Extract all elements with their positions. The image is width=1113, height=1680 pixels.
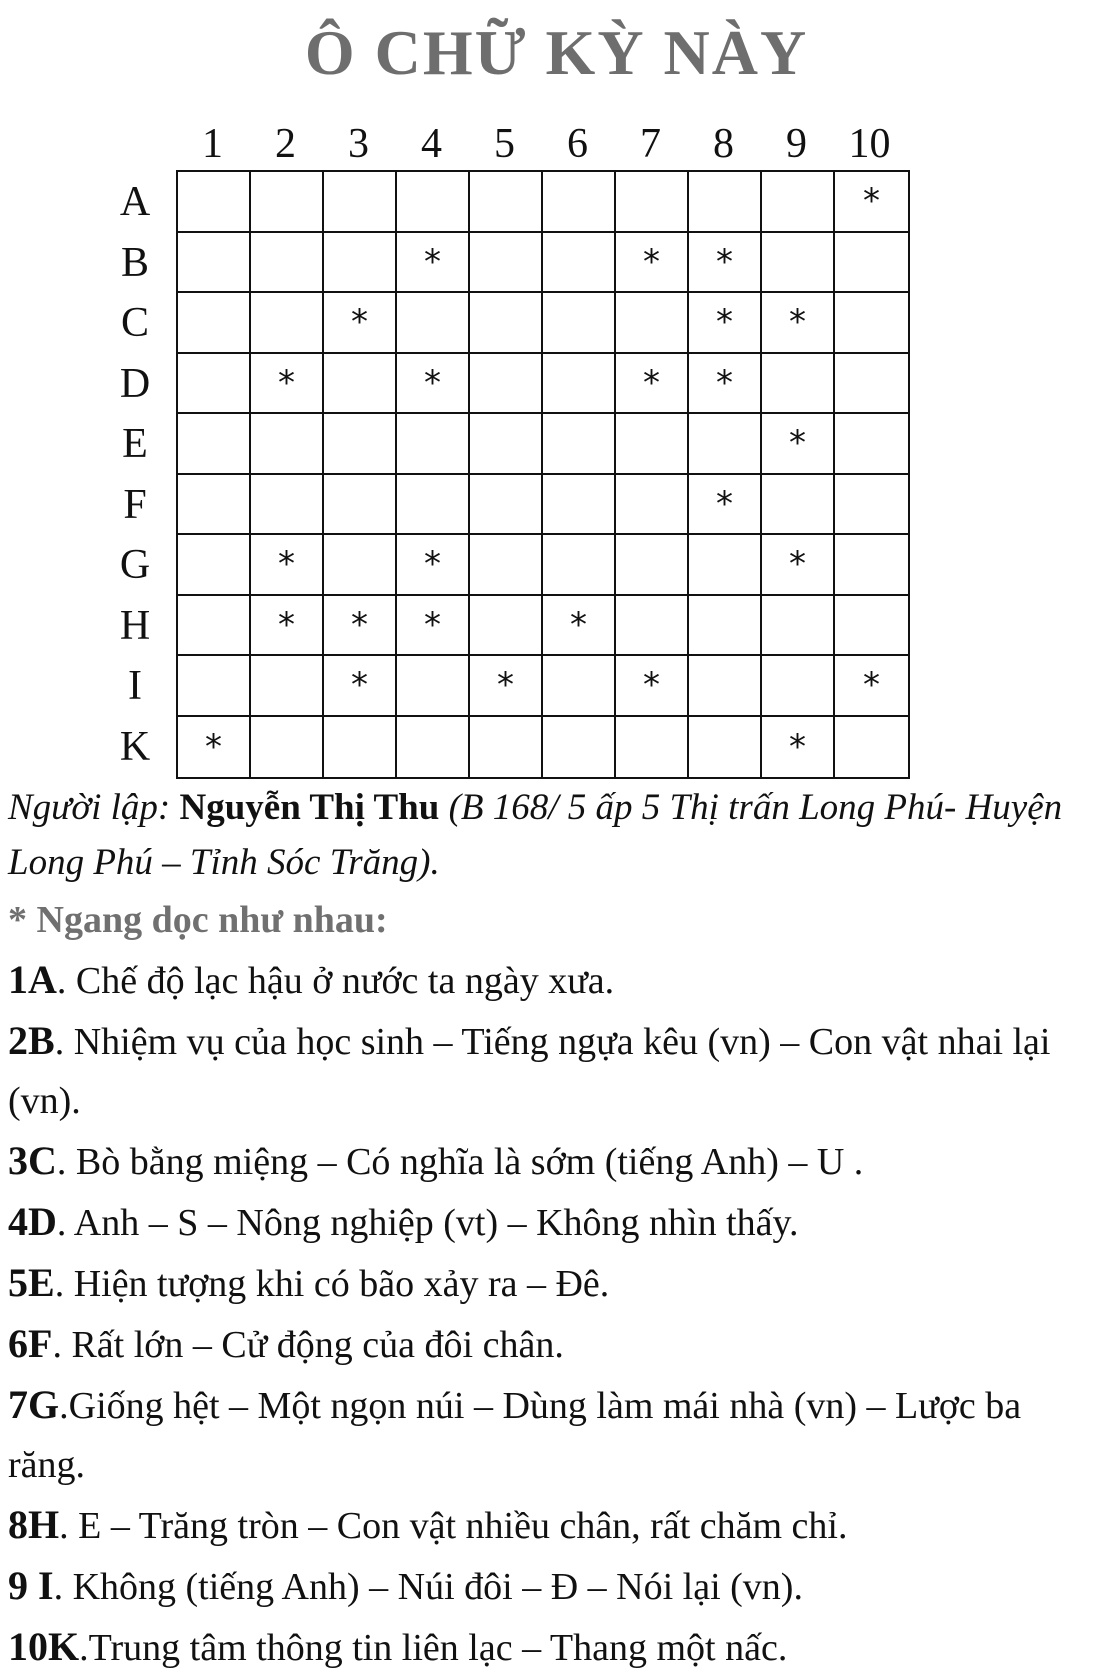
grid-cell — [178, 656, 251, 717]
row-label: E — [122, 421, 148, 467]
grid-cell — [397, 172, 470, 233]
grid-cell — [689, 172, 762, 233]
grid-cell — [178, 535, 251, 596]
grid-cell-black: * — [762, 717, 835, 778]
grid-cell-black: * — [616, 354, 689, 415]
grid-cell — [835, 475, 908, 536]
grid-cell — [616, 596, 689, 657]
clue-item — [8, 950, 1106, 1011]
grid-cell — [324, 535, 397, 596]
clue-text: .Trung tâm thông tin liên lạc – Thang một nấc. — [79, 1627, 788, 1669]
grid-cell — [397, 293, 470, 354]
clue-item — [8, 1131, 1106, 1192]
clue-item — [8, 1192, 1106, 1253]
clue-number: 4D — [8, 1199, 57, 1244]
grid-cell-black: * — [397, 596, 470, 657]
grid-cell — [689, 535, 762, 596]
grid-cell — [835, 717, 908, 778]
clue-number: 9 I — [8, 1563, 54, 1608]
grid-cell — [470, 717, 543, 778]
row-label: G — [119, 542, 151, 588]
row-label: I — [128, 663, 142, 709]
grid-cell-black: * — [324, 596, 397, 657]
grid-cell-black: * — [397, 233, 470, 294]
author-address: (B 168/ 5 ấp 5 Thị trấn Long Phú- Huyện Long Phú – Tỉnh Sóc Trăng). — [8, 787, 1063, 883]
clue-number: 5E — [8, 1260, 55, 1305]
clue-item — [8, 1253, 1106, 1314]
clue-number: 3C — [8, 1138, 57, 1183]
grid-cell — [397, 656, 470, 717]
grid-cell — [324, 717, 397, 778]
grid-cell-black: * — [762, 535, 835, 596]
clue-text: . Chế độ lạc hậu ở nước ta ngày xưa. — [56, 960, 615, 1002]
row-label: A — [119, 179, 151, 225]
grid-cell-black: * — [762, 293, 835, 354]
grid-cell — [470, 535, 543, 596]
grid-cell-black: * — [689, 233, 762, 294]
grid-cell-black: * — [178, 717, 251, 778]
clue-item — [8, 1556, 1106, 1617]
grid-cell — [178, 354, 251, 415]
clue-item — [8, 1375, 1106, 1495]
instruction-note: * Ngang dọc như nhau: — [8, 899, 388, 941]
grid-cell — [762, 172, 835, 233]
clue-number: 6F — [8, 1321, 53, 1366]
grid-cell-black: * — [251, 596, 324, 657]
grid-cell-black: * — [397, 354, 470, 415]
grid-cell-black: * — [251, 535, 324, 596]
grid-cell — [835, 596, 908, 657]
grid-cell — [324, 172, 397, 233]
clue-item — [8, 1617, 1106, 1678]
row-label: K — [119, 723, 151, 770]
clue-number: 2B — [8, 1018, 55, 1063]
grid-cell — [470, 596, 543, 657]
grid-cell — [689, 656, 762, 717]
column-number: 2 — [275, 121, 296, 167]
grid-cell — [251, 414, 324, 475]
grid-cell — [762, 596, 835, 657]
grid-cell — [251, 172, 324, 233]
grid-cell-black: * — [762, 414, 835, 475]
clue-text: . Rất lớn – Cử động của đôi chân. — [52, 1324, 564, 1366]
row-label: D — [119, 360, 151, 407]
grid-cell — [324, 414, 397, 475]
clue-number: 10K — [8, 1624, 80, 1669]
row-label: B — [120, 239, 149, 286]
grid-cell-black: * — [689, 475, 762, 536]
grid-cell — [178, 293, 251, 354]
grid-cell-black: * — [835, 656, 908, 717]
grid-cell-black: * — [616, 656, 689, 717]
author-credit — [8, 780, 1103, 890]
grid-cell — [835, 535, 908, 596]
grid-cell — [470, 414, 543, 475]
grid-cell-black: * — [324, 293, 397, 354]
grid-cell-black: * — [543, 596, 616, 657]
grid-cell — [616, 475, 689, 536]
grid-cell — [470, 475, 543, 536]
grid-cell — [178, 596, 251, 657]
column-number: 9 — [786, 121, 807, 167]
row-label: C — [120, 300, 149, 346]
clue-item — [8, 1495, 1106, 1556]
clue-text: . Anh – S – Nông nghiệp (vt) – Không nhìn thấy. — [56, 1202, 799, 1244]
grid-cell-black: * — [616, 233, 689, 294]
grid-cell-black: * — [470, 656, 543, 717]
grid-cell — [470, 233, 543, 294]
grid-cell-black: * — [251, 354, 324, 415]
grid-cell — [397, 717, 470, 778]
grid-cell — [178, 475, 251, 536]
grid-cell — [543, 535, 616, 596]
grid-cell — [835, 414, 908, 475]
clue-item — [8, 1011, 1106, 1131]
grid-cell — [543, 293, 616, 354]
grid-cell — [178, 233, 251, 294]
grid-cell — [616, 717, 689, 778]
column-number: 6 — [567, 121, 588, 167]
grid-cell — [543, 717, 616, 778]
clue-text: . E – Trăng tròn – Con vật nhiều chân, rất chăm chỉ. — [59, 1505, 848, 1547]
grid-cell — [470, 293, 543, 354]
clue-number: 8H — [8, 1502, 60, 1547]
grid-cell — [324, 475, 397, 536]
grid-cell — [543, 656, 616, 717]
column-number: 1 — [202, 121, 223, 167]
grid-cell — [397, 414, 470, 475]
grid-cell — [543, 233, 616, 294]
author-prefix: Người lập: — [8, 787, 180, 828]
grid-cell — [543, 414, 616, 475]
grid-cell — [835, 354, 908, 415]
clue-text: . Nhiệm vụ của học sinh – Tiếng ngựa kêu (vn) – Con vật nhai lại (vn). — [8, 1021, 1051, 1122]
grid-cell — [616, 414, 689, 475]
column-number: 8 — [713, 121, 734, 167]
grid-cell — [616, 535, 689, 596]
grid-cell — [397, 475, 470, 536]
clue-text: . Hiện tượng khi có bão xảy ra – Đê. — [54, 1263, 610, 1305]
grid-cell — [251, 293, 324, 354]
crossword-grid — [176, 170, 910, 779]
grid-cell — [762, 233, 835, 294]
clue-item — [8, 1314, 1106, 1375]
grid-cell — [470, 172, 543, 233]
puzzle-title: Ô CHỮ KỲ NÀY — [304, 17, 809, 88]
grid-cell — [178, 172, 251, 233]
clue-number: 7G — [8, 1382, 60, 1427]
grid-cell — [689, 596, 762, 657]
grid-cell — [543, 475, 616, 536]
grid-cell-black: * — [324, 656, 397, 717]
grid-cell-black: * — [689, 354, 762, 415]
clue-list — [8, 950, 1106, 1678]
row-label: F — [123, 481, 147, 528]
grid-cell-black: * — [689, 293, 762, 354]
column-number: 5 — [494, 121, 515, 167]
grid-cell — [251, 475, 324, 536]
clue-text: . Không (tiếng Anh) – Núi đôi – Đ – Nói lại (vn). — [53, 1566, 803, 1608]
grid-cell — [616, 172, 689, 233]
grid-cell — [543, 172, 616, 233]
grid-cell — [251, 717, 324, 778]
column-number: 3 — [348, 121, 369, 167]
grid-cell — [251, 233, 324, 294]
grid-cell — [762, 475, 835, 536]
row-label: H — [119, 602, 151, 649]
grid-cell — [835, 233, 908, 294]
clue-number: 1A — [8, 957, 57, 1002]
grid-cell — [470, 354, 543, 415]
grid-cell — [689, 414, 762, 475]
column-number: 4 — [421, 121, 442, 167]
grid-cell — [762, 656, 835, 717]
grid-cell — [762, 354, 835, 415]
grid-cell — [835, 293, 908, 354]
grid-cell — [178, 414, 251, 475]
column-number: 10 — [848, 121, 891, 167]
grid-cell-black: * — [397, 535, 470, 596]
grid-cell — [324, 354, 397, 415]
grid-cell — [251, 656, 324, 717]
grid-cell — [543, 354, 616, 415]
grid-cell — [689, 717, 762, 778]
grid-cell — [616, 293, 689, 354]
grid-cell-black: * — [835, 172, 908, 233]
author-name: Nguyễn Thị Thu — [179, 787, 440, 828]
clue-text: .Giống hệt – Một ngọn núi – Dùng làm mái nhà (vn) – Lược ba răng. — [8, 1385, 1022, 1486]
column-number: 7 — [640, 121, 661, 167]
clue-text: . Bò bằng miệng – Có nghĩa là sớm (tiếng Anh) – U . — [56, 1141, 864, 1183]
grid-cell — [324, 233, 397, 294]
